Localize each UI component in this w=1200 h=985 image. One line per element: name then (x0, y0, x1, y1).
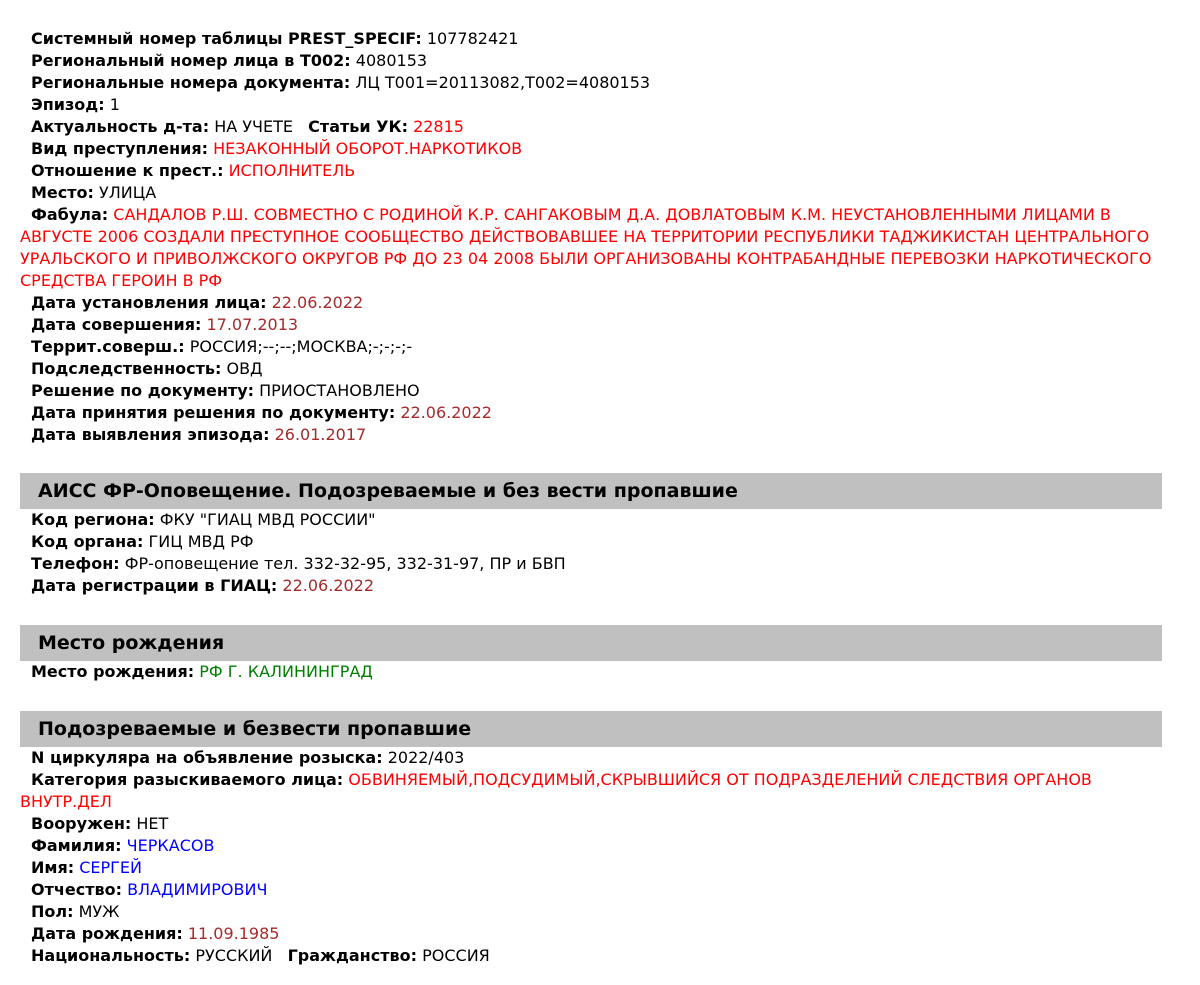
regional-document-numbers-row (20, 72, 1162, 94)
decision-date-row (20, 402, 1162, 424)
wanted-category-row (20, 769, 1162, 813)
field-value: РОССИЯ;--;--;МОСКВА;-;-;-;- (189, 337, 413, 356)
region-code-row (20, 509, 1162, 531)
field-value: 2022/403 (387, 748, 465, 767)
field-value: РУССКИЙ (195, 946, 273, 965)
field-label: Подследственность: (31, 359, 222, 378)
field-label: Фабула: (31, 205, 109, 224)
section-header-suspects: Подозреваемые и безвести пропавшие (20, 711, 1162, 747)
field-value: ФКУ "ГИАЦ МВД РОССИИ" (159, 510, 376, 529)
jurisdiction-row (20, 358, 1162, 380)
field-label: N циркуляра на объявление розыска: (31, 748, 383, 767)
field-label: Код региона: (31, 510, 155, 529)
territory-row (20, 336, 1162, 358)
field-value: 17.07.2013 (206, 315, 299, 334)
field-label: Фамилия: (31, 836, 122, 855)
regional-person-number-row (20, 50, 1162, 72)
field-label: Дата регистрации в ГИАЦ: (31, 576, 278, 595)
fabula-row (20, 204, 1162, 292)
field-value: ИСПОЛНИТЕЛЬ (228, 161, 356, 180)
field-label: Национальность: (31, 946, 191, 965)
crime-type-row (20, 138, 1162, 160)
birthplace-row (20, 661, 1162, 683)
field-value: 1 (109, 95, 120, 114)
field-value: ВЛАДИМИРОВИЧ (127, 880, 268, 899)
field-value: СЕРГЕЙ (79, 858, 142, 877)
field-value: ОБВИНЯЕМЫЙ,ПОДСУДИМЫЙ,СКРЫВШИЙСЯ ОТ ПОДРАЗДЕЛЕНИЙ СЛЕДСТВИЯ ОРГАНОВ ВНУТР.ДЕЛ (20, 770, 1092, 811)
field-label: Региональный номер лица в Т002: (31, 51, 351, 70)
field-value: ФР-оповещение тел. 332-32-95, 332-31-97, ПР и БВП (124, 554, 566, 573)
field-value: РОССИЯ (422, 946, 490, 965)
field-label: Код органа: (31, 532, 144, 551)
field-label: Дата принятия решения по документу: (31, 403, 396, 422)
section-header-aiss: АИСС ФР-Оповещение. Подозреваемые и без вести пропавшие (20, 473, 1162, 509)
aiss-block (20, 509, 1162, 597)
birthplace-block (20, 661, 1162, 683)
field-label: Вид преступления: (31, 139, 209, 158)
field-value: НЕТ (136, 814, 169, 833)
section-header-birthplace: Место рождения (20, 625, 1162, 661)
field-value: ЧЕРКАСОВ (126, 836, 215, 855)
field-label: Гражданство: (287, 946, 418, 965)
field-label: Решение по документу: (31, 381, 255, 400)
field-label: Место: (31, 183, 94, 202)
patronymic-row (20, 879, 1162, 901)
field-value: 107782421 (426, 29, 519, 48)
field-label: Вооружен: (31, 814, 132, 833)
suspects-block (20, 747, 1162, 967)
field-value: ПРИОСТАНОВЛЕНО (259, 381, 420, 400)
field-label: Дата выявления эпизода: (31, 425, 270, 444)
place-row (20, 182, 1162, 204)
field-label: Отношение к прест.: (31, 161, 224, 180)
field-label: Отчество: (31, 880, 122, 899)
sex-row (20, 901, 1162, 923)
field-value: 22.06.2022 (271, 293, 364, 312)
commit-date-row (20, 314, 1162, 336)
field-value: НЕЗАКОННЫЙ ОБОРОТ.НАРКОТИКОВ (213, 139, 523, 158)
field-value: 22.06.2022 (282, 576, 375, 595)
field-label: Региональные номера документа: (31, 73, 351, 92)
field-value: НА УЧЕТЕ (214, 117, 293, 136)
record-block (20, 28, 1162, 446)
field-value: РФ Г. КАЛИНИНГРАД (199, 662, 373, 681)
registration-date-row (20, 575, 1162, 597)
field-value: 11.09.1985 (187, 924, 280, 943)
field-value: 26.01.2017 (274, 425, 367, 444)
episode-row (20, 94, 1162, 116)
field-label: Системный номер таблицы PREST_SPECIF: (31, 29, 422, 48)
relation-row (20, 160, 1162, 182)
field-value: 22.06.2022 (400, 403, 492, 422)
field-value: УЛИЦА (99, 183, 157, 202)
surname-row (20, 835, 1162, 857)
field-value: МУЖ (78, 902, 120, 921)
field-label: Террит.соверш.: (31, 337, 185, 356)
organ-code-row (20, 531, 1162, 553)
field-label: Статьи УК: (308, 117, 408, 136)
first-name-row (20, 857, 1162, 879)
field-value: 4080153 (355, 51, 428, 70)
birth-date-row (20, 923, 1162, 945)
field-label: Категория разыскиваемого лица: (31, 770, 344, 789)
field-value: ЛЦ Т001=20113082,Т002=4080153 (355, 73, 651, 92)
identification-date-row (20, 292, 1162, 314)
relevance-row (20, 116, 1162, 138)
field-label: Дата рождения: (31, 924, 183, 943)
field-label: Эпизод: (31, 95, 105, 114)
field-value: 22815 (413, 117, 464, 136)
armed-row (20, 813, 1162, 835)
field-label: Актуальность д-та: (31, 117, 210, 136)
circular-number-row (20, 747, 1162, 769)
system-number-row (20, 28, 1162, 50)
field-label: Место рождения: (31, 662, 195, 681)
decision-row (20, 380, 1162, 402)
field-label: Телефон: (31, 554, 120, 573)
field-value: САНДАЛОВ Р.Ш. СОВМЕСТНО С РОДИНОЙ К.Р. САНГАКОВЫМ Д.А. ДОВЛАТОВЫМ К.М. НЕУСТАНОВЛЕННЫМИ ЛИЦАМИ В АВГУСТЕ 2006 СОЗДАЛИ ПРЕСТУПНОЕ СООБЩЕСТВО ДЕЙСТВОВАВШЕЕ НА ТЕРРИТОРИИ РЕСПУБЛИКИ ТАДЖИКИСТАН ЦЕНТРАЛЬНОГО УРАЛЬСКОГО И ПРИВОЛЖСКОГО ОКРУГОВ РФ ДО 23 04 2008 БЫЛИ ОРГАНИЗОВАНЫ КОНТРАБАНДНЫЕ ПЕРЕВОЗКИ НАРКОТИЧЕСКОГО СРЕДСТВА ГЕРОИН В РФ (20, 205, 1152, 290)
nationality-row (20, 945, 1162, 967)
field-value: ГИЦ МВД РФ (148, 532, 254, 551)
field-label: Имя: (31, 858, 75, 877)
detection-date-row (20, 424, 1162, 446)
phone-row (20, 553, 1162, 575)
field-label: Пол: (31, 902, 74, 921)
field-label: Дата установления лица: (31, 293, 267, 312)
field-value: ОВД (226, 359, 263, 378)
field-label: Дата совершения: (31, 315, 202, 334)
